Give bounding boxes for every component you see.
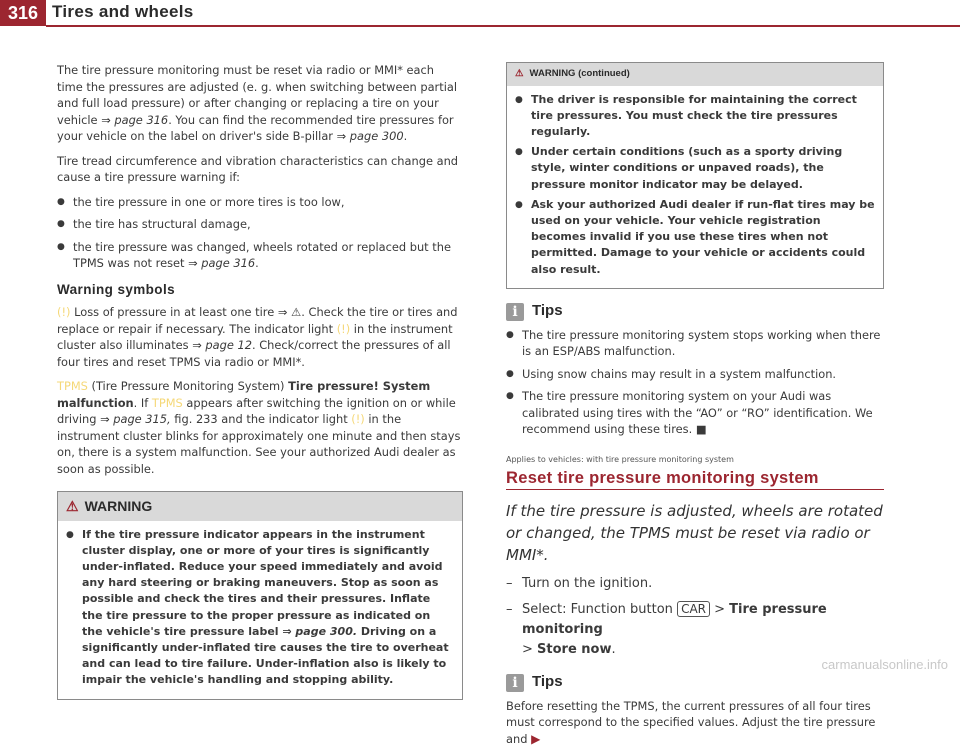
page-number: 316 [0, 0, 46, 26]
page-ref-link[interactable]: ⇒ page 316 [101, 112, 169, 127]
list-item: ● Under certain conditions (such as a sporty driving style, winter conditions or unpaved roads), the pressure monitor indicator may be delayed. [515, 144, 875, 193]
continue-arrow-icon: ▶ [531, 731, 541, 746]
step-item: – Turn on the ignition. [506, 574, 884, 594]
list-item: ● the tire pressure was changed, wheels rotated or replaced but the TPMS was not reset ⇒ page 316. [57, 239, 463, 272]
list-item: ● The tire pressure monitoring system on your Audi was calibrated using tires with the “AO” or “RO” identification. We recommend using these tires. ■ [506, 388, 884, 438]
page-ref-link[interactable]: ⇒ page 316 [188, 256, 256, 270]
warning-continued-body [507, 86, 883, 288]
list-item: ● the tire pressure in one or more tires is too low, [57, 194, 463, 211]
header-rule [46, 25, 960, 27]
warning-continued-box [506, 62, 884, 289]
tire-pressure-light-icon: (!) [57, 305, 71, 319]
page-ref-link[interactable]: ⇒ page 300 [336, 129, 404, 143]
page-header [0, 0, 960, 34]
intro-paragraph: The tire pressure monitoring must be reset via radio or MMI* each time the pressures are adjusted (e. g. when switching between partial and full load pressure) or after changing or replacing a tire on your vehicle ⇒ page 316. You can find the recommended tire pressures for your vehicle on the label on driver's side B-pillar ⇒ page 300. [57, 63, 458, 143]
list-item: ● Ask your authorized Audi dealer if run-flat tires may be used on your vehicle. Your vehicle registration becomes invalid if you use these tires when not permitted. Damage to your vehicle or accidents could also result. [515, 197, 875, 278]
step-item: – Select: Function button CAR > Tire pressure monitoring > Store now. [506, 600, 884, 660]
tpms-symbol-icon: TPMS [151, 395, 183, 410]
left-column [57, 62, 463, 700]
info-icon: i [506, 674, 524, 692]
warning-triangle-icon: ⚠ [291, 305, 302, 319]
causes-paragraph: Tire tread circumference and vibration characteristics can change and cause a tire pressure warning if: [57, 153, 459, 184]
info-icon: i [506, 303, 524, 321]
end-mark: ■ [695, 422, 707, 437]
reset-lead: If the tire pressure is adjusted, wheels are rotated or changed, the TPMS must be reset via radio or MMI*. [506, 501, 883, 564]
warning-body [58, 521, 462, 699]
applies-note: Applies to vehicles: with tire pressure monitoring system [506, 454, 734, 464]
list-item: ● The tire pressure monitoring system stops working when there is an ESP/ABS malfunction. [506, 327, 884, 360]
tire-pressure-light-icon: (!) [336, 321, 351, 336]
right-column [506, 62, 884, 755]
tire-pressure-light-icon: (!) [351, 412, 365, 426]
tips2-paragraph: Before resetting the TPMS, the current pressures of all four tires must correspond to the specified values. Adjust the tire pressure and ▶ [506, 698, 876, 746]
symbol-loss-paragraph: (!) Loss of pressure in at least one tire ⇒ ⚠. Check the tire or tires and replace or repair if necessary. The indicator light (!) in the instrument cluster also illuminates ⇒ page 12. Check/correct the pressures of all four tires and reset TPMS via radio or MMI*. [57, 305, 458, 369]
page-ref-link[interactable]: ⇒ page 12 [192, 338, 252, 352]
car-key-button[interactable]: CAR [677, 601, 710, 617]
section-title: Tires and wheels [52, 2, 194, 21]
page-ref-link[interactable]: ⇒ page 300. [282, 624, 358, 638]
list-item: ● If the tire pressure indicator appears in the instrument cluster display, one or more of your tires is significantly under-inflated. Reduce your speed immediately and avoid any hard steering or braking maneuvers. Stop as soon as possible and check the tires and their pressures. Inflate the tire pressure to the proper pressure as indicated on the vehicle's tire pressure label ⇒ page 300. Driving on a significantly under-inflated tire causes the tire to overheat and can lead to tire failure. Under-inflation also is likely to impair the vehicle's handling and stopping ability. [66, 527, 454, 689]
warning-box [57, 491, 463, 700]
symbol-tpms-paragraph: TPMS (Tire Pressure Monitoring System) Tire pressure! System malfunction. If TPMS appears after switching the ignition on or while driving ⇒ page 315, fig. 233 and the indicator light (!) in the instrument cluster blinks for approximately one minute and then stays on, there is a system malfunction. See your authorized Audi dealer as soon as possible. [57, 379, 461, 476]
warning-triangle-icon: ⚠ [515, 68, 524, 79]
watermark: carmanualsonline.info [821, 657, 948, 672]
tips-heading-2: i Tips [506, 674, 884, 692]
reset-heading: Reset tire pressure monitoring system [506, 470, 884, 490]
warning-symbols-heading: Warning symbols [57, 281, 176, 297]
list-item: ● Using snow chains may result in a system malfunction. [506, 366, 884, 383]
list-item: ● The driver is responsible for maintaining the correct tire pressures. You must check the tire pressures regularly. [515, 92, 875, 141]
tips-heading: i Tips [506, 303, 884, 321]
list-item: ● the tire has structural damage, [57, 216, 463, 233]
warning-header: ⚠ WARNING [58, 492, 462, 521]
page-ref-link[interactable]: ⇒ page 315, [100, 412, 171, 426]
warning-continued-header: ⚠ WARNING (continued) [507, 63, 883, 86]
tpms-symbol-icon: TPMS [57, 379, 88, 393]
warning-triangle-icon: ⚠ [66, 498, 79, 514]
